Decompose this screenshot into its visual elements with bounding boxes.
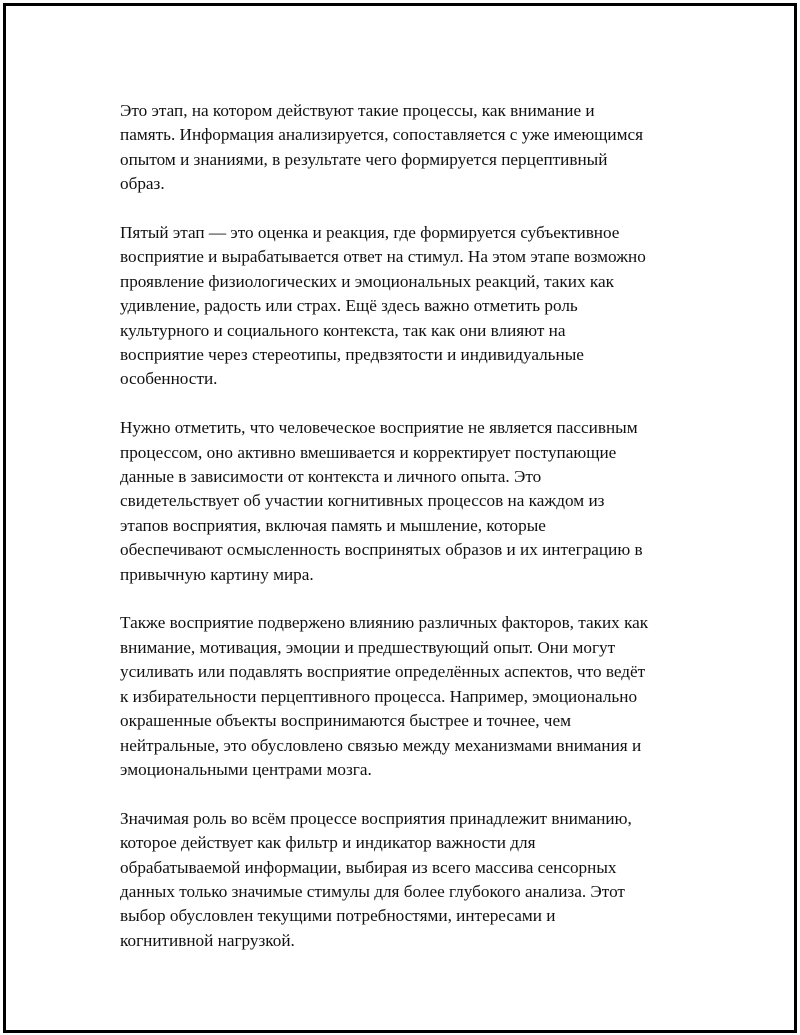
text-line: нейтральные, это обусловлено связью между механизмами внимания и <box>120 735 642 755</box>
paragraph-3 <box>120 416 710 587</box>
text-line: удивление, радость или страх. Ещё здесь важно отметить роль <box>120 296 578 316</box>
page-border <box>3 3 797 1033</box>
text-line: усиливать или подавлять восприятие определённых аспектов, что ведёт <box>120 662 646 682</box>
text-line: данных только значимые стимулы для более глубокого анализа. Этот <box>120 881 625 901</box>
text-line: привычную картину мира. <box>120 564 314 584</box>
text-line: образ. <box>120 174 165 194</box>
document-body <box>120 99 710 978</box>
text-line: культурного и социального контекста, так как они влияют на <box>120 320 566 340</box>
paragraph-4 <box>120 611 710 782</box>
text-line: память. Информация анализируется, сопоставляется с уже имеющимся <box>120 125 644 145</box>
text-line: Также восприятие подвержено влиянию различных факторов, таких как <box>120 613 649 633</box>
text-line: процессом, оно активно вмешивается и корректирует поступающие <box>120 442 617 462</box>
text-line: проявление физиологических и эмоциональных реакций, таких как <box>120 271 614 291</box>
text-line: этапов восприятия, включая память и мышление, которые <box>120 515 546 535</box>
text-line: Нужно отметить, что человеческое восприятие не является пассивным <box>120 418 638 438</box>
text-line: данные в зависимости от контекста и личного опыта. Это <box>120 467 542 487</box>
text-line: которое действует как фильтр и индикатор важности для <box>120 833 536 853</box>
text-line: к избирательности перцептивного процесса. Например, эмоционально <box>120 686 638 706</box>
text-line: Пятый этап — это оценка и реакция, где формируется субъективное <box>120 223 620 243</box>
text-line: обрабатываемой информации, выбирая из всего массива сенсорных <box>120 857 617 877</box>
text-line: Значимая роль во всём процессе восприятия принадлежит вниманию, <box>120 808 632 828</box>
text-line: особенности. <box>120 369 218 389</box>
text-line: выбор обусловлен текущими потребностями, интересами и <box>120 906 556 926</box>
text-line: восприятие через стереотипы, предвзятости и индивидуальные <box>120 345 584 365</box>
text-line: эмоциональными центрами мозга. <box>120 759 372 779</box>
paragraph-5 <box>120 807 710 953</box>
text-line: внимание, мотивация, эмоции и предшествующий опыт. Они могут <box>120 637 616 657</box>
paragraph-2 <box>120 221 710 392</box>
text-line: окрашенные объекты воспринимаются быстрее и точнее, чем <box>120 711 571 731</box>
text-line: обеспечивают осмысленность воспринятых образов и их интеграцию в <box>120 540 643 560</box>
paragraph-1 <box>120 99 710 197</box>
text-line: свидетельствует об участии когнитивных процессов на каждом из <box>120 491 605 511</box>
text-line: Это этап, на котором действуют такие процессы, как внимание и <box>120 101 595 120</box>
text-line: опытом и знаниями, в результате чего формируется перцептивный <box>120 149 608 169</box>
text-line: когнитивной нагрузкой. <box>120 930 295 950</box>
text-line: восприятие и вырабатывается ответ на стимул. На этом этапе возможно <box>120 247 646 267</box>
